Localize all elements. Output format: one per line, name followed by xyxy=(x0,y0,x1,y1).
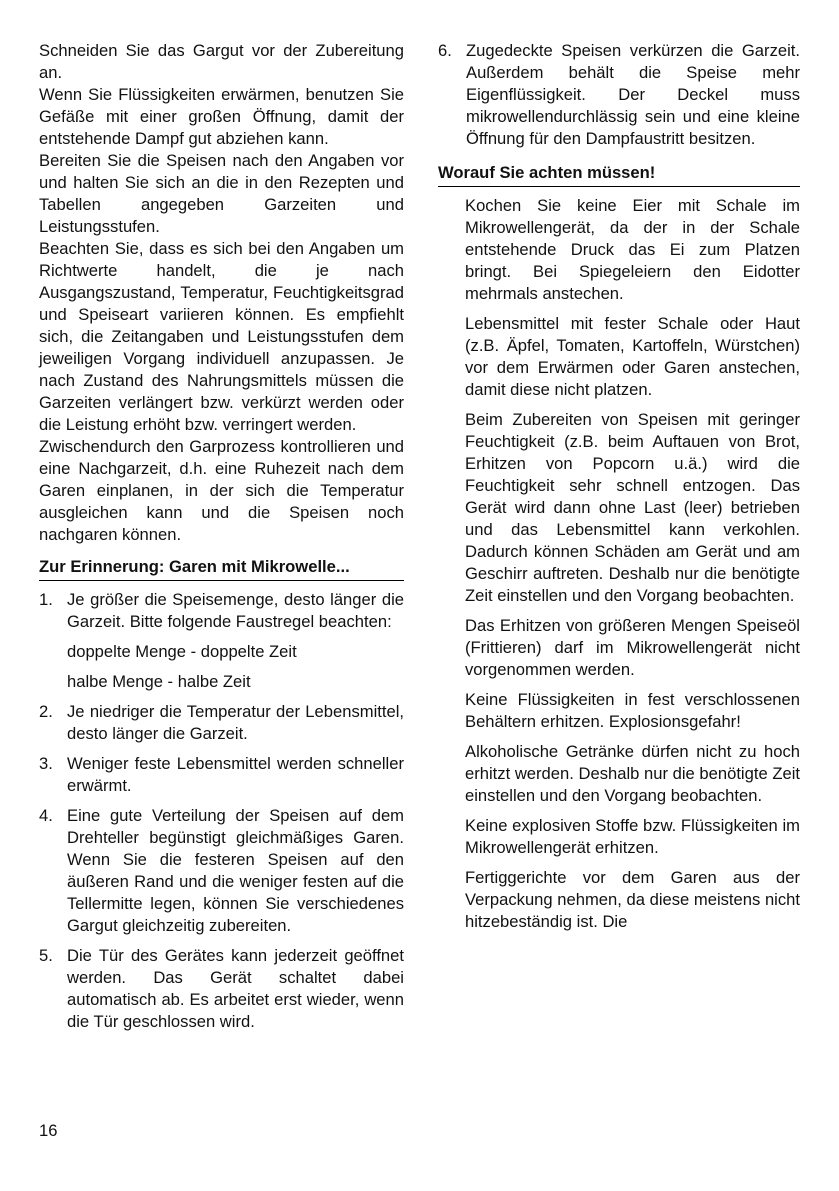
warning-paragraph: Beim Zubereiten von Speisen mit geringer Feuchtigkeit (z.B. beim Auftauen von Brot, Erhitzen von Popcorn u.ä.) wird die Feuchtigkeit sehr schnell entzogen. Das Gerät wird dann ohne Last (leer) betrieben und das Lebensmittel kann verkohlen. Dadurch können Schäden am Gerät und am Geschirr auftreten. Deshalb nur die benötigte Zeit einstellen und den Vorgang beobachten. xyxy=(465,410,800,605)
warning-paragraph: Alkoholische Getränke dürfen nicht zu hoch erhitzt werden. Deshalb nur die benötigte Zeit einstellen und den Vorgang beobachten. xyxy=(465,742,800,805)
left-column xyxy=(39,40,404,1041)
list-number: 3. xyxy=(39,754,53,773)
right-column xyxy=(438,40,800,941)
list-item xyxy=(39,805,404,937)
list-text: Je größer die Speisemenge, desto länger die Garzeit. Bitte folgende Faustregel beachten: xyxy=(67,590,404,631)
list-number: 2. xyxy=(39,702,53,721)
list-item xyxy=(39,701,404,745)
list-text: Eine gute Verteilung der Speisen auf dem Drehteller begünstigt gleichmäßiges Garen. Wenn Sie die festeren Speisen auf den äußeren Rand und die weniger festen auf die Tellermitte legen, können Sie verschiedenes Gargut gleichzeitig zubereiten. xyxy=(67,806,404,935)
section-heading-warnings: Worauf Sie achten müssen! xyxy=(438,162,800,187)
warning-paragraph: Das Erhitzen von größeren Mengen Speiseöl (Frittieren) darf im Mikrowellengerät nicht vorgenommen werden. xyxy=(465,616,800,679)
page-number: 16 xyxy=(39,1121,58,1140)
list-text: Weniger feste Lebensmittel werden schneller erwärmt. xyxy=(67,754,404,795)
intro-paragraph: Beachten Sie, dass es sich bei den Angaben um Richtwerte handelt, die je nach Ausgangszustand, Temperatur, Feuchtigkeitsgrad und Speiseart variieren können. Es empfiehlt sich, die Zeitangaben und Leistungsstufen dem jeweiligen Vorgang individuell anzupassen. Je nach Zustand des Nahrungsmittels müssen die Garzeiten verlängert bzw. verkürzt werden oder die Leistung erhöht bzw. verringert werden. xyxy=(39,239,404,434)
intro-paragraph: Wenn Sie Flüssigkeiten erwärmen, benutzen Sie Gefäße mit einer großen Öffnung, damit der entstehende Dampf gut abziehen kann. xyxy=(39,85,404,148)
rule-line: doppelte Menge - doppelte Zeit xyxy=(67,642,297,661)
list-number: 6. xyxy=(438,41,452,60)
intro-paragraph: Bereiten Sie die Speisen nach den Angaben vor und halten Sie sich an die in den Rezepten und Tabellen angegeben Garzeiten und Leistungsstufen. xyxy=(39,151,404,236)
intro-paragraph: Schneiden Sie das Gargut vor der Zubereitung an. xyxy=(39,41,404,82)
warning-paragraph: Keine explosiven Stoffe bzw. Flüssigkeiten im Mikrowellengerät erhitzen. xyxy=(465,816,800,857)
warning-paragraph: Lebensmittel mit fester Schale oder Haut (z.B. Äpfel, Tomaten, Kartoffeln, Würstchen) vor dem Erwärmen oder Garen anstechen, damit diese nicht platzen. xyxy=(465,314,800,399)
warning-paragraph: Fertiggerichte vor dem Garen aus der Verpackung nehmen, da diese meistens nicht hitzebeständig ist. Die xyxy=(465,868,800,931)
list-text: Zugedeckte Speisen verkürzen die Garzeit. Außerdem behält die Speise mehr Eigenflüssigkeit. Der Deckel muss mikrowellendurchlässig sein und eine kleine Öffnung für den Dampfaustritt besitzen. xyxy=(466,41,800,148)
list-number: 5. xyxy=(39,946,53,965)
rule-line: halbe Menge - halbe Zeit xyxy=(67,672,251,691)
list-text: Die Tür des Gerätes kann jederzeit geöffnet werden. Das Gerät schaltet dabei automatisch ab. Es arbeitet erst wieder, wenn die Tür geschlossen wird. xyxy=(67,946,404,1031)
warning-paragraph: Kochen Sie keine Eier mit Schale im Mikrowellengerät, da der in der Schale entstehende Druck das Ei zum Platzen bringt. Bei Spiegeleiern den Eidotter mehrmals anstechen. xyxy=(465,196,800,303)
warning-paragraph: Keine Flüssigkeiten in fest verschlossenen Behältern erhitzen. Explosionsgefahr! xyxy=(465,690,800,731)
list-item xyxy=(438,40,800,150)
list-item xyxy=(39,945,404,1033)
list-text: Je niedriger die Temperatur der Lebensmittel, desto länger die Garzeit. xyxy=(67,702,404,743)
list-item xyxy=(39,753,404,797)
section-heading-reminder: Zur Erinnerung: Garen mit Mikrowelle... xyxy=(39,556,404,581)
list-number: 1. xyxy=(39,590,53,609)
list-number: 4. xyxy=(39,806,53,825)
list-item xyxy=(39,589,404,633)
intro-paragraph: Zwischendurch den Garprozess kontrollieren und eine Nachgarzeit, d.h. eine Ruhezeit nach dem Garen einplanen, in der sich die Temperatur ausgleichen kann und die Speisen noch nachgaren können. xyxy=(39,437,404,544)
